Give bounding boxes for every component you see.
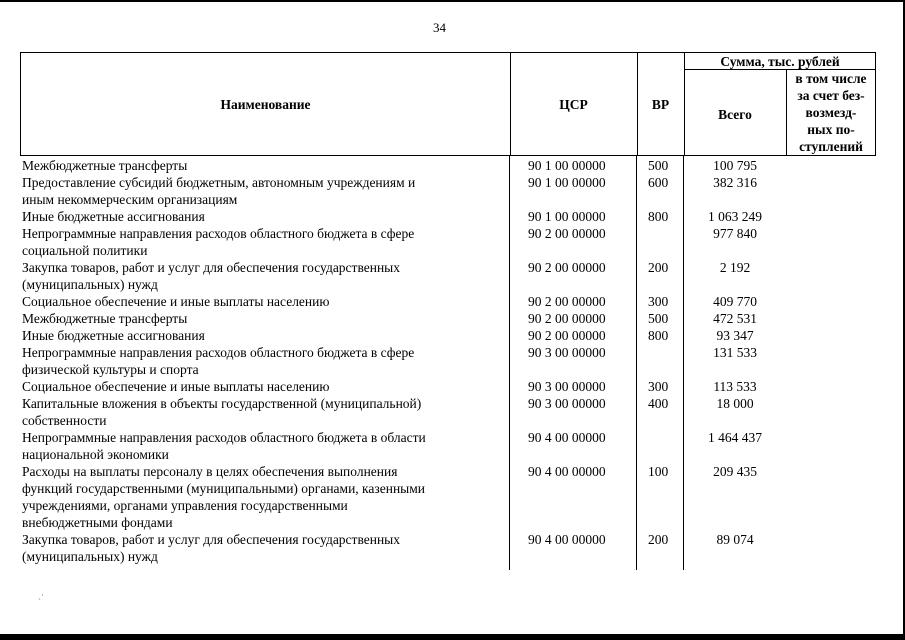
row-csr: 90 2 00 00000 <box>528 311 606 326</box>
row-name-line: Предоставление субсидий бюджетным, автономным учреждениям и <box>22 175 416 190</box>
row-name-line: функций государственными (муниципальными) органами, казенными <box>22 481 426 496</box>
row-csr: 90 3 00 00000 <box>528 345 606 360</box>
row-name-line: Закупка товаров, работ и услуг для обеспечения государственных <box>22 260 401 275</box>
row-vr: 200 <box>648 260 669 275</box>
row-name-line: Социальное обеспечение и иные выплаты населению <box>22 294 330 309</box>
header-including-line: ступлений <box>799 139 863 154</box>
row-vr: 400 <box>648 396 669 411</box>
row-sum: 89 074 <box>716 532 754 547</box>
row-csr: 90 3 00 00000 <box>528 396 606 411</box>
header-vr: ВР <box>651 97 670 112</box>
body-divider-vr <box>636 156 637 570</box>
row-name <box>22 208 492 225</box>
row-name-line: Социальное обеспечение и иные выплаты населению <box>22 379 330 394</box>
row-name-line: Расходы на выплаты персоналу в целях обеспечения выполнения <box>22 464 398 479</box>
row-name-line: Иные бюджетные ассигнования <box>22 328 205 343</box>
row-name <box>22 378 492 395</box>
header-name: Наименование <box>220 97 311 112</box>
scan-edge-bottom <box>0 634 905 640</box>
row-vr: 100 <box>648 464 669 479</box>
row-sum: 409 770 <box>713 294 757 309</box>
row-sum: 472 531 <box>713 311 757 326</box>
header-including-line: в том числе <box>795 71 867 86</box>
scan-speck: ˏ· <box>38 590 44 600</box>
header-csr: ЦСР <box>559 97 588 112</box>
row-vr: 500 <box>648 158 669 173</box>
row-sum: 977 840 <box>713 226 757 241</box>
row-name-line: национальной экономики <box>22 447 169 462</box>
row-name <box>22 463 492 531</box>
table-header <box>20 52 876 156</box>
row-sum: 382 316 <box>713 175 757 190</box>
row-sum: 18 000 <box>716 396 754 411</box>
row-vr: 200 <box>648 532 669 547</box>
row-name-line: внебюджетными фондами <box>22 515 173 530</box>
row-name <box>22 327 492 344</box>
row-vr: 300 <box>648 379 669 394</box>
row-csr: 90 2 00 00000 <box>528 328 606 343</box>
row-name-line: (муниципальных) нужд <box>22 549 158 564</box>
row-name-line: Капитальные вложения в объекты государственной (муниципальной) <box>22 396 422 411</box>
page-number: 34 <box>433 20 446 35</box>
row-vr: 800 <box>648 209 669 224</box>
header-including <box>786 70 876 155</box>
header-amount: Сумма, тыс. рублей <box>720 54 840 69</box>
scan-edge-top <box>0 0 905 2</box>
body-divider-sum <box>683 156 684 570</box>
row-csr: 90 2 00 00000 <box>528 294 606 309</box>
row-csr: 90 1 00 00000 <box>528 209 606 224</box>
row-name <box>22 310 492 327</box>
row-vr: 600 <box>648 175 669 190</box>
row-name-line: учреждениями, органами управления государственными <box>22 498 348 513</box>
row-vr: 300 <box>648 294 669 309</box>
header-total: Всего <box>718 107 752 122</box>
header-including-line: возмезд- <box>805 105 857 120</box>
row-sum: 131 533 <box>713 345 757 360</box>
row-name-line: социальной политики <box>22 243 148 258</box>
row-sum: 1 063 249 <box>708 209 762 224</box>
row-csr: 90 4 00 00000 <box>528 430 606 445</box>
row-name <box>22 174 492 208</box>
row-name <box>22 429 492 463</box>
row-name <box>22 395 492 429</box>
row-name-line: (муниципальных) нужд <box>22 277 158 292</box>
row-csr: 90 3 00 00000 <box>528 379 606 394</box>
row-csr: 90 4 00 00000 <box>528 464 606 479</box>
row-name <box>22 259 492 293</box>
row-name-line: Непрограммные направления расходов областного бюджета в области <box>22 430 426 445</box>
row-name <box>22 157 492 174</box>
row-csr: 90 2 00 00000 <box>528 260 606 275</box>
row-sum: 93 347 <box>716 328 754 343</box>
header-including-line: за счет без- <box>797 88 865 103</box>
row-vr: 800 <box>648 328 669 343</box>
row-sum: 100 795 <box>713 158 757 173</box>
row-csr: 90 1 00 00000 <box>528 158 606 173</box>
row-name-line: собственности <box>22 413 107 428</box>
row-csr: 90 4 00 00000 <box>528 532 606 547</box>
row-name-line: иным некоммерческим организациям <box>22 192 238 207</box>
row-sum: 209 435 <box>713 464 757 479</box>
row-name-line: Закупка товаров, работ и услуг для обеспечения государственных <box>22 532 401 547</box>
row-name <box>22 344 492 378</box>
row-name-line: Межбюджетные трансферты <box>22 311 188 326</box>
row-name-line: Межбюджетные трансферты <box>22 158 188 173</box>
row-name-line: Непрограммные направления расходов областного бюджета в сфере <box>22 226 415 241</box>
header-including-line: ных по- <box>807 122 855 137</box>
row-name-line: Непрограммные направления расходов областного бюджета в сфере <box>22 345 415 360</box>
row-name <box>22 293 492 310</box>
row-name <box>22 225 492 259</box>
row-csr: 90 1 00 00000 <box>528 175 606 190</box>
body-divider-csr <box>509 156 510 570</box>
row-sum: 1 464 437 <box>708 430 762 445</box>
row-csr: 90 2 00 00000 <box>528 226 606 241</box>
row-sum: 2 192 <box>719 260 751 275</box>
row-name <box>22 531 492 565</box>
row-name-line: Иные бюджетные ассигнования <box>22 209 205 224</box>
row-sum: 113 533 <box>713 379 757 394</box>
row-vr: 500 <box>648 311 669 326</box>
row-name-line: физической культуры и спорта <box>22 362 199 377</box>
